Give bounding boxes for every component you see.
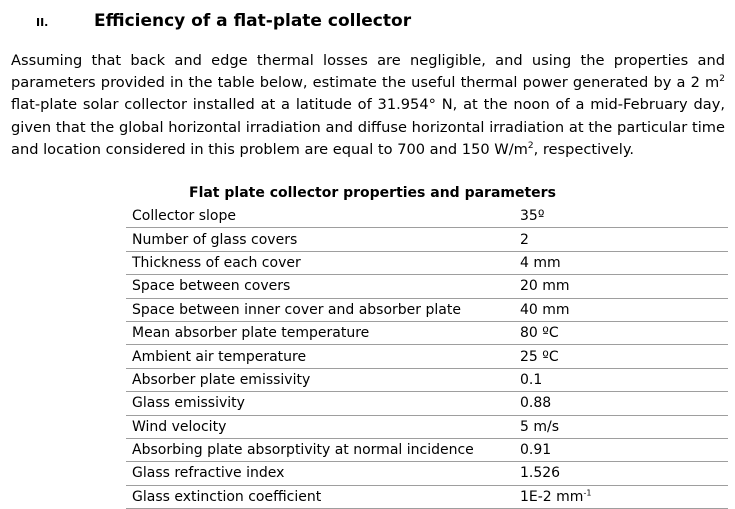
property-name: Wind velocity bbox=[126, 415, 514, 438]
property-value: 35º bbox=[514, 205, 728, 228]
property-name: Number of glass covers bbox=[126, 228, 514, 251]
property-value: 0.1 bbox=[514, 368, 728, 391]
table-row bbox=[126, 368, 728, 391]
value-superscript: -1 bbox=[583, 488, 592, 498]
property-name: Thickness of each cover bbox=[126, 251, 514, 274]
table-title: Flat plate collector properties and parameters bbox=[189, 185, 556, 201]
superscript-area-unit: 2 bbox=[719, 74, 725, 85]
property-value: 0.88 bbox=[514, 392, 728, 415]
property-name: Space between inner cover and absorber plate bbox=[126, 298, 514, 321]
properties-table bbox=[126, 205, 728, 509]
property-value: 25 ºC bbox=[514, 345, 728, 368]
property-value: 20 mm bbox=[514, 275, 728, 298]
table-row bbox=[126, 228, 728, 251]
section-title: Efficiency of a flat-plate collector bbox=[94, 11, 412, 31]
problem-text-part2: flat-plate solar collector installed at a latitude of 31.954° N, at the noon of a mid-February day, given that the global horizontal irradiation and diffuse horizontal irradiation at the particular time and location considered in this problem are equal to 700 and 150 W/m bbox=[11, 96, 725, 158]
property-name: Glass emissivity bbox=[126, 392, 514, 415]
property-name: Glass extinction coefficient bbox=[126, 485, 514, 508]
section-heading bbox=[36, 10, 411, 34]
property-value: 1.526 bbox=[514, 462, 728, 485]
table-row bbox=[126, 485, 728, 508]
property-name: Glass refractive index bbox=[126, 462, 514, 485]
property-name: Absorbing plate absorptivity at normal incidence bbox=[126, 438, 514, 461]
property-name: Collector slope bbox=[126, 205, 514, 228]
table-row bbox=[126, 321, 728, 344]
table-row bbox=[126, 345, 728, 368]
table-row bbox=[126, 415, 728, 438]
problem-text-part1: Assuming that back and edge thermal losses are negligible, and using the properties and parameters provided in the table below, estimate the useful thermal power generated by a 2 m bbox=[11, 52, 725, 92]
property-name: Ambient air temperature bbox=[126, 345, 514, 368]
table-row bbox=[126, 392, 728, 415]
superscript-irradiance-unit: 2 bbox=[527, 140, 534, 151]
table-row bbox=[126, 205, 728, 228]
problem-text-part3: , respectively. bbox=[533, 140, 635, 158]
property-name: Space between covers bbox=[126, 275, 514, 298]
value-text: 1E-2 mm bbox=[520, 488, 584, 505]
property-value: 80 ºC bbox=[514, 321, 728, 344]
table-row bbox=[126, 438, 728, 461]
table-row bbox=[126, 275, 728, 298]
property-name: Absorber plate emissivity bbox=[126, 368, 514, 391]
table-row bbox=[126, 298, 728, 321]
property-value: 4 mm bbox=[514, 251, 728, 274]
property-name: Mean absorber plate temperature bbox=[126, 321, 514, 344]
property-value: 5 m/s bbox=[514, 415, 728, 438]
table-row bbox=[126, 251, 728, 274]
property-value: 40 mm bbox=[514, 298, 728, 321]
problem-statement bbox=[11, 50, 725, 161]
table-row bbox=[126, 462, 728, 485]
section-number: II. bbox=[36, 16, 49, 29]
property-value: 2 bbox=[514, 228, 728, 251]
property-value: 0.91 bbox=[514, 438, 728, 461]
property-value bbox=[514, 485, 728, 508]
